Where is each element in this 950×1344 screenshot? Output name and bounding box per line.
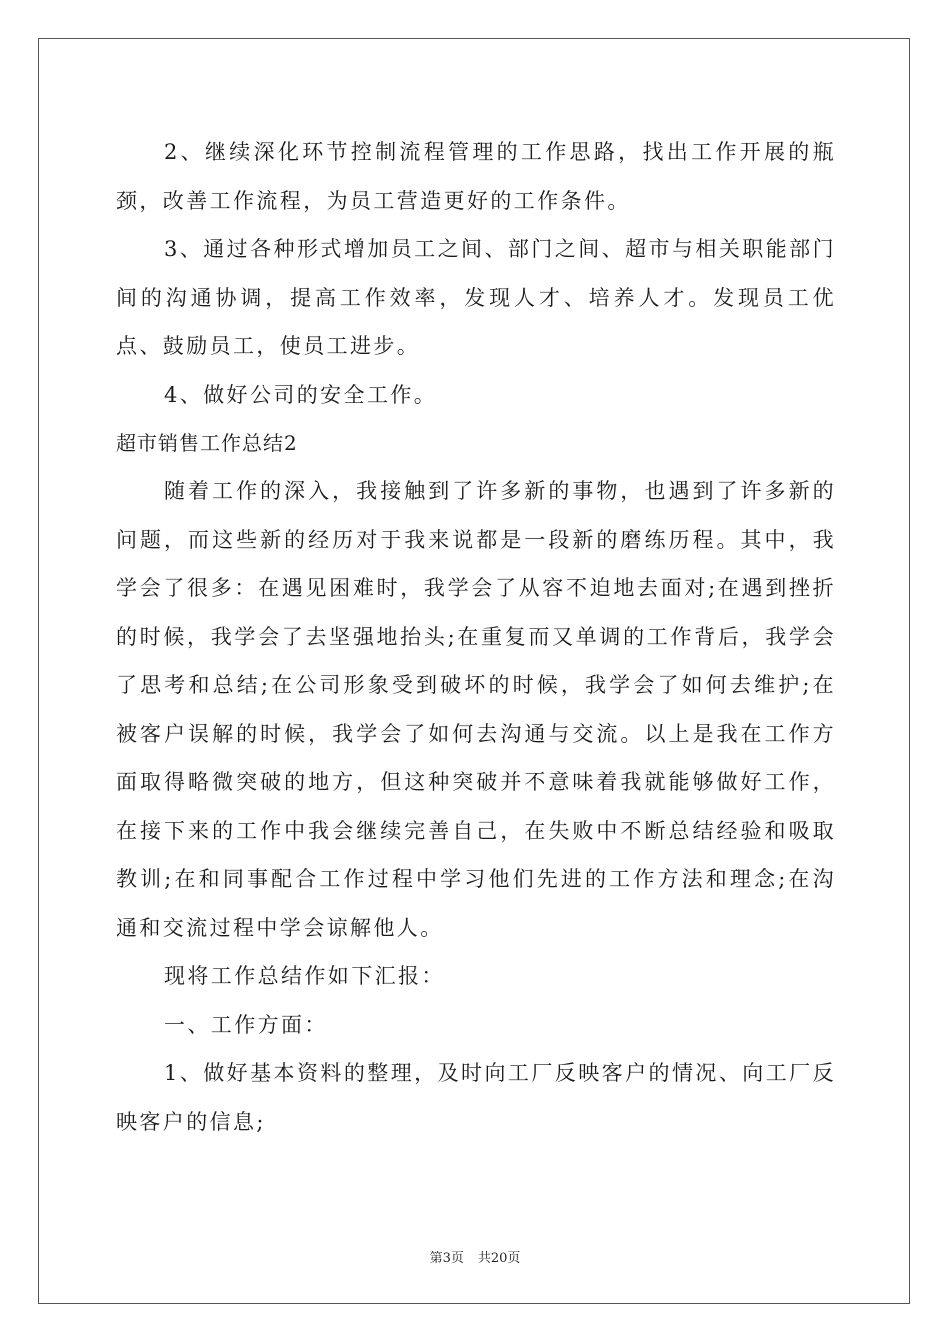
- document-body: [116, 128, 836, 1146]
- page-number: 第3页: [429, 1251, 464, 1266]
- paragraph-item-4: 4、做好公司的安全工作。: [164, 382, 438, 407]
- paragraph-item-3: 3、通过各种形式增加员工之间、部门之间、超市与相关职能部门间的沟通协调，提高工作效率，发现人才、培养人才。发现员工优点、鼓励员工，使员工进步。: [116, 237, 836, 358]
- paragraph-section-one: 一、工作方面：: [164, 1012, 328, 1037]
- paragraph-main: 随着工作的深入，我接触到了许多新的事物，也遇到了许多新的问题，而这些新的经历对于我来说都是一段新的磨练历程。其中，我学会了很多：在遇见困难时，我学会了从容不迫地去面对;在遇到挫折的时候，我学会了去坚强地抬头;在重复而又单调的工作背后，我学会了思考和总结;在公司形象受到破坏的时候，我学会了如何去维护;在被客户误解的时候，我学会了如何去沟通与交流。以上是我在工作方面取得略微突破的地方，但这种突破并不意味着我就能够做好工作，在接下来的工作中我会继续完善自己，在失败中不断总结经验和吸取教训;在和同事配合工作过程中学习他们先进的工作方法和理念;在沟通和交流过程中学会谅解他人。: [116, 479, 836, 940]
- page-footer: [0, 1247, 950, 1266]
- paragraph-item-1: 1、做好基本资料的整理，及时向工厂反映客户的情况、向工厂反映客户的信息;: [116, 1061, 836, 1134]
- paragraph-item-2: 2、继续深化环节控制流程管理的工作思路，找出工作开展的瓶颈，改善工作流程，为员工营造更好的工作条件。: [116, 140, 836, 213]
- page-total: 共20页: [477, 1251, 521, 1266]
- section-heading: 超市销售工作总结2: [116, 431, 298, 455]
- paragraph-report-intro: 现将工作总结作如下汇报：: [164, 964, 445, 988]
